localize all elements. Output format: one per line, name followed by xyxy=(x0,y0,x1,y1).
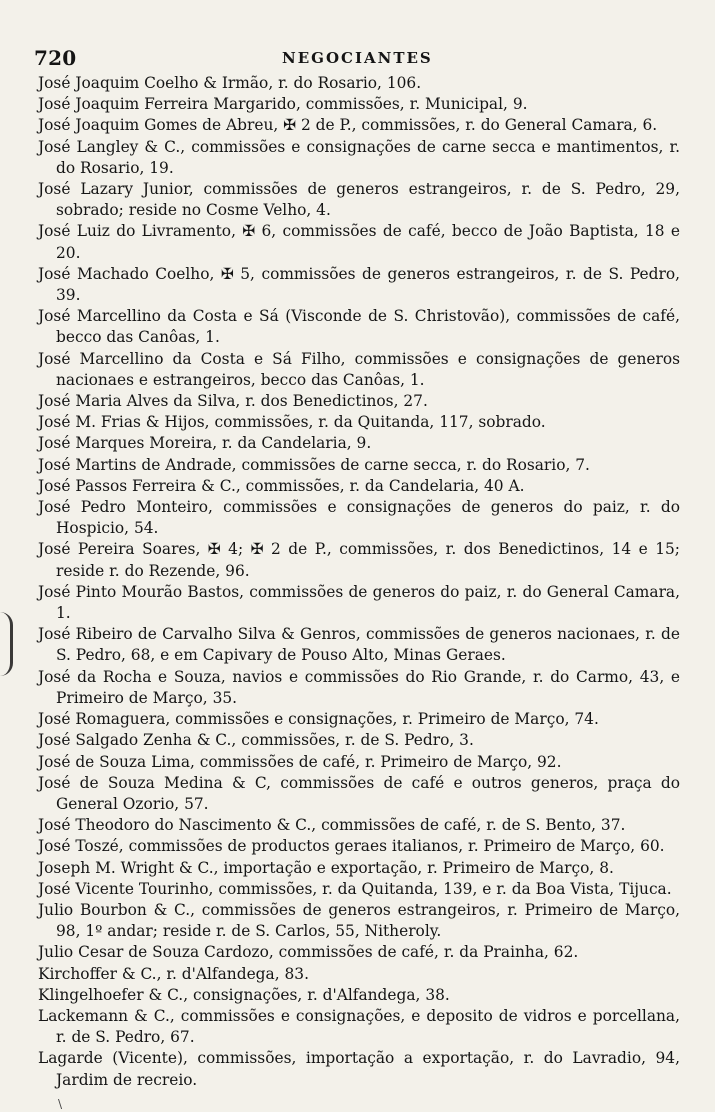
merchant-entry: José Maria Alves da Silva, r. dos Benedictinos, 27. xyxy=(38,392,428,411)
merchant-entry: José Vicente Tourinho, commissões, r. da Quitanda, 139, e r. da Boa Vista, Tijuca. xyxy=(38,879,672,898)
merchant-entry: José Joaquim Ferreira Margarido, commissões, r. Municipal, 9. xyxy=(38,95,528,114)
merchant-entry: José Romaguera, commissões e consignações, r. Primeiro de Março, 74. xyxy=(38,710,599,729)
merchant-entry: José Langley & C., commissões e consignações de carne secca e mantimentos, r. do Rosario, 19. xyxy=(38,137,680,177)
merchant-entry: Julio Cesar de Souza Cardozo, commissões de café, r. da Prainha, 62. xyxy=(38,943,579,962)
merchant-entry: José M. Frias & Hijos, commissões, r. da Quitanda, 117, sobrado. xyxy=(38,413,546,432)
scan-mark: \ xyxy=(58,1097,63,1111)
margin-bracket-mark xyxy=(0,612,13,676)
merchant-entry: José Machado Coelho, ✠ 5, commissões de generos estrangeiros, r. de S. Pedro, 39. xyxy=(38,264,680,305)
merchant-entry: José Marcellino da Costa e Sá (Visconde de S. Christovão), commissões de café, becco das Canôas, 1. xyxy=(38,307,680,347)
merchant-entry: José Marques Moreira, r. da Candelaria, 9. xyxy=(38,434,372,453)
merchant-entry: José de Souza Medina & C, commissões de café e outros generos, praça do General Ozorio, 57. xyxy=(38,773,680,813)
merchant-entry: José Ribeiro de Carvalho Silva & Genros, commissões de generos nacionaes, r. de S. Pedro, 68, e em Capivary de Pouso Alto, Minas Geraes. xyxy=(38,625,680,665)
merchant-entry: José Pinto Mourão Bastos, commissões de generos do paiz, r. do General Camara, 1. xyxy=(38,582,680,623)
merchant-entry: Joseph M. Wright & C., importação e exportação, r. Primeiro de Março, 8. xyxy=(38,858,614,877)
merchant-entry: Julio Bourbon & C., commissões de generos estrangeiros, r. Primeiro de Março, 98, 1º andar; reside r. de S. Carlos, 55, Nitheroly. xyxy=(38,900,680,941)
merchant-entry: José Passos Ferreira & C., commissões, r. da Candelaria, 40 A. xyxy=(38,476,525,495)
merchant-entry: José Pedro Monteiro, commissões e consignações de generos do paiz, r. do Hospicio, 54. xyxy=(38,498,680,538)
merchant-entry: Lagarde (Vicente), commissões, importação a exportação, r. do Lavradio, 94, Jardim de recreio. xyxy=(38,1049,680,1089)
page-number: 720 xyxy=(34,46,77,70)
merchant-entry: Kirchoffer & C., r. d'Alfandega, 83. xyxy=(38,964,309,983)
running-head: NEGOCIANTES xyxy=(282,49,433,67)
merchant-entry: José Lazary Junior, commissões de generos estrangeiros, r. de S. Pedro, 29, sobrado; reside no Cosme Velho, 4. xyxy=(38,180,680,220)
page-header xyxy=(0,46,715,72)
merchant-entry: José de Souza Lima, commissões de café, r. Primeiro de Março, 92. xyxy=(38,752,562,771)
merchant-entry: José Salgado Zenha & C., commissões, r. de S. Pedro, 3. xyxy=(38,731,474,750)
merchant-entry: José da Rocha e Souza, navios e commissões do Rio Grande, r. do Carmo, 43, e Primeiro de Março, 35. xyxy=(38,667,680,707)
merchant-entry: José Toszé, commissões de productos geraes italianos, r. Primeiro de Março, 60. xyxy=(38,837,665,856)
merchant-entry: Lackemann & C., commissões e consignações, e deposito de vidros e porcellana, r. de S. Pedro, 67. xyxy=(38,1006,680,1047)
merchant-entry: José Luiz do Livramento, ✠ 6, commissões de café, becco de João Baptista, 18 e 20. xyxy=(38,222,680,262)
merchant-entry: José Martins de Andrade, commissões de carne secca, r. do Rosario, 7. xyxy=(38,455,590,474)
merchant-entry: José Marcellino da Costa e Sá Filho, commissões e consignações de generos nacionaes e estrangeiros, becco das Canôas, 1. xyxy=(38,349,680,389)
merchant-entry: José Joaquim Gomes de Abreu, ✠ 2 de P., commissões, r. do General Camara, 6. xyxy=(38,116,658,135)
merchant-entry: José Joaquim Coelho & Irmão, r. do Rosario, 106. xyxy=(38,74,422,92)
merchant-entry-list xyxy=(38,73,680,1091)
merchant-entry: José Pereira Soares, ✠ 4; ✠ 2 de P., commissões, r. dos Benedictinos, 14 e 15; reside r. do Rezende, 96. xyxy=(38,540,680,580)
merchant-entry: José Theodoro do Nascimento & C., commissões de café, r. de S. Bento, 37. xyxy=(38,816,626,835)
merchant-entry: Klingelhoefer & C., consignações, r. d'Alfandega, 38. xyxy=(38,985,450,1004)
